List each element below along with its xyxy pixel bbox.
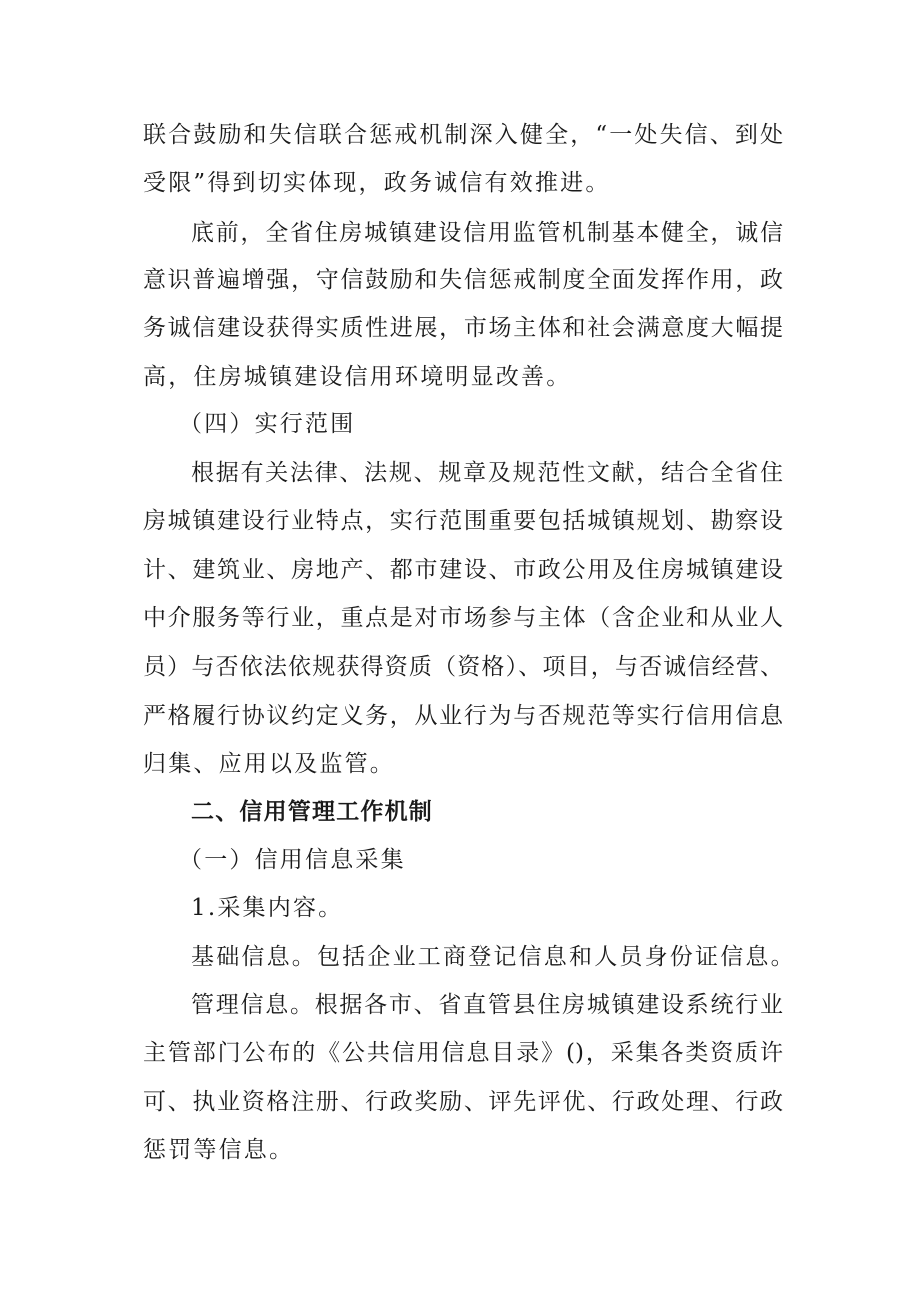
text-line: 高，住房城镇建设信用环境明显改善。 [143,364,572,390]
text-line: 基础信息。包括企业工商登记信息和人员身份证信息。 [191,944,796,970]
section-heading-scope: （四）实行范围 [179,411,356,437]
text-line: 务诚信建设获得实质性进展，市场主体和社会满意度大幅提 [143,315,783,341]
text-line: 房城镇建设行业特点，实行范围重要包括城镇规划、勘察设 [143,508,783,534]
section-heading-collect: （一）信用信息采集 [179,847,406,873]
text-line: 中介服务等行业，重点是对市场参与主体（含企业和从业人 [143,605,783,631]
text-line: 联合鼓励和失信联合惩戒机制深入健全，“一处失信、到处 [143,122,783,148]
text-line: 意识普遍增强，守信鼓励和失信惩戒制度全面发挥作用，政 [143,267,783,293]
text-line: 根据有关法律、法规、规章及规范性文献，结合全省住 [191,460,783,486]
text-line: 受限”得到切实体现，政务诚信有效推进。 [143,170,611,196]
subsection-heading: 1.采集内容。 [191,895,344,921]
text-line: 严格履行协议约定义务，从业行为与否规范等实行信用信息 [143,703,783,729]
text-line: 管理信息。根据各市、省直管县住房城镇建设系统行业 [191,992,783,1018]
text-line: 底前，全省住房城镇建设信用监管机制基本健全，诚信 [191,220,783,246]
chapter-heading: 二、信用管理工作机制 [191,799,433,825]
text-line: 计、建筑业、房地产、都市建设、市政公用及住房城镇建设 [143,557,783,583]
text-line: 归集、应用以及监管。 [143,751,395,777]
text-line: 主管部门公布的《公共信用信息目录》()，采集各类资质许 [143,1040,783,1066]
text-line: 员）与否依法依规获得资质（资格）、项目，与否诚信经营、 [143,654,783,680]
text-line: 惩罚等信息。 [143,1137,295,1163]
text-line: 可、执业资格注册、行政奖励、评先评优、行政处理、行政 [143,1089,783,1115]
